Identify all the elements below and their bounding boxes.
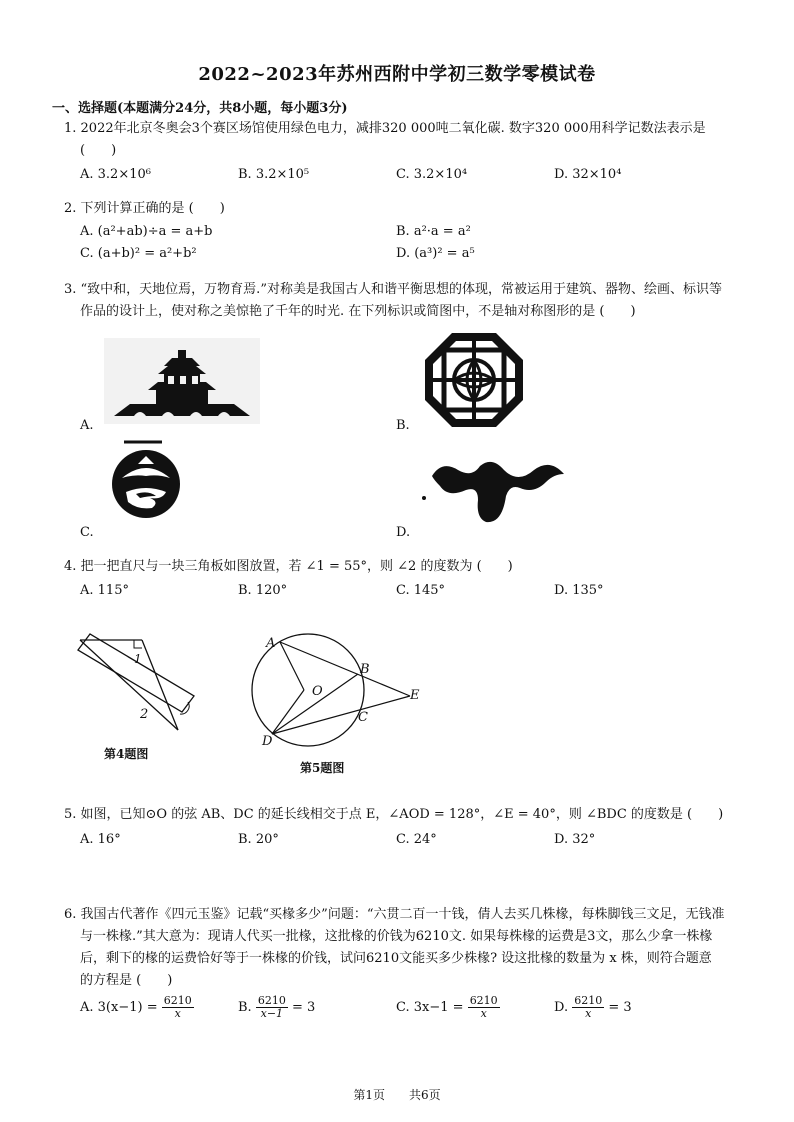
q6-option-c-fraction: $\frac{6210}{x}$ bbox=[469, 994, 498, 1020]
q4-option-a[interactable]: A. 115° bbox=[80, 583, 129, 598]
q6-option-b-text: B. bbox=[238, 1000, 252, 1015]
q3-figure-b bbox=[422, 330, 526, 430]
q5-option-c[interactable]: C. 24° bbox=[396, 832, 437, 847]
q5-point-b: B bbox=[360, 662, 370, 677]
q5-point-e: E bbox=[410, 688, 420, 703]
q6-option-c[interactable] bbox=[396, 995, 500, 1020]
q6-option-b-eq: = 3 bbox=[291, 1000, 316, 1015]
q5-figure-caption: 第5题图 bbox=[300, 761, 345, 775]
q5-option-b[interactable]: B. 20° bbox=[238, 832, 279, 847]
q5-point-c: C bbox=[358, 710, 368, 725]
q3-stem-line1: 3. “致中和，天地位焉，万物育焉.”对称美是我国古人和谐平衡思想的体现，常被运用于建筑、器物、绘画、标识等 bbox=[64, 282, 722, 297]
q6-stem-line2: 与一株椽.”其大意为：现请人代买一批椽，这批椽的价钱为6210文. 如果每株椽的运费是3文，那么少拿一株椽 bbox=[80, 929, 713, 944]
q3-option-c[interactable]: C. bbox=[80, 525, 94, 540]
page-footer: 第1页 共6页 bbox=[353, 1088, 441, 1102]
q3-figure-a bbox=[104, 338, 260, 424]
q6-stem-line3: 后，剩下的椽的运费恰好等于一株椽的价钱，试问6210文能买多少株椽? 设这批椽的数量为 x 株，则符合题意 bbox=[80, 951, 712, 966]
q4-angle-2-label: 2 bbox=[140, 707, 149, 722]
q3-option-d[interactable]: D. bbox=[396, 525, 411, 540]
q5-point-o: O bbox=[312, 684, 323, 699]
q4-option-c[interactable]: C. 145° bbox=[396, 583, 446, 598]
q3-option-a[interactable]: A. bbox=[80, 418, 94, 433]
q6-option-c-text: C. 3x−1 = bbox=[396, 1000, 464, 1015]
q5-point-d: D bbox=[262, 734, 273, 749]
q1-option-b[interactable]: B. 3.2×10⁵ bbox=[238, 167, 310, 182]
q6-stem-line4: 的方程是 ( ) bbox=[80, 973, 173, 988]
q3-figure-c bbox=[104, 438, 190, 520]
q6-option-b-fraction: $\frac{6210}{x-1}$ bbox=[257, 994, 286, 1020]
q2-option-b[interactable]: B. a²·a = a² bbox=[396, 224, 471, 239]
page-title: 2022~2023年苏州西附中学初三数学零模试卷 bbox=[198, 64, 596, 85]
q1-option-d[interactable]: D. 32×10⁴ bbox=[554, 167, 622, 182]
q2-stem: 2. 下列计算正确的是 ( ) bbox=[64, 201, 225, 216]
q6-option-a-fraction: $\frac{6210}{x}$ bbox=[163, 994, 192, 1020]
q4-option-b[interactable]: B. 120° bbox=[238, 583, 288, 598]
q6-option-d-eq: = 3 bbox=[608, 1000, 632, 1015]
q5-option-a[interactable]: A. 16° bbox=[80, 832, 121, 847]
q1-stem-line1: 1. 2022年北京冬奥会3个赛区场馆使用绿色电力，减排320 000吨二氧化碳. 数字320 000用科学记数法表示是 bbox=[64, 121, 706, 136]
q5-option-d[interactable]: D. 32° bbox=[554, 832, 596, 847]
q2-option-a[interactable]: A. (a²+ab)÷a = a+b bbox=[80, 224, 213, 239]
section-heading: 一、选择题(本题满分24分，共8小题，每小题3分) bbox=[52, 101, 348, 116]
q4-stem: 4. 把一把直尺与一块三角板如图放置，若 ∠1 = 55°，则 ∠2 的度数为 ( ) bbox=[64, 559, 513, 574]
q4-angle-1-label: 1 bbox=[134, 652, 142, 666]
q1-option-a[interactable]: A. 3.2×10⁶ bbox=[80, 167, 151, 182]
q6-option-a[interactable] bbox=[80, 995, 194, 1020]
q4-figure-caption: 第4题图 bbox=[104, 747, 149, 761]
q6-option-a-text: A. 3(x−1) = bbox=[80, 1000, 158, 1015]
q3-figure-d bbox=[418, 456, 570, 528]
q6-option-d[interactable] bbox=[554, 995, 632, 1020]
q3-option-b[interactable]: B. bbox=[396, 418, 410, 433]
q2-option-c[interactable]: C. (a+b)² = a²+b² bbox=[80, 246, 197, 261]
q3-stem-line2: 作品的设计上，使对称之美惊艳了千年的时光. 在下列标识或简图中，不是轴对称图形的是 ( ) bbox=[80, 304, 636, 319]
q1-option-c[interactable]: C. 3.2×10⁴ bbox=[396, 167, 468, 182]
q6-option-b[interactable] bbox=[238, 995, 315, 1020]
q5-point-a: A bbox=[266, 636, 276, 651]
q1-stem-line2: ( ) bbox=[80, 143, 117, 158]
q4-option-d[interactable]: D. 135° bbox=[554, 583, 604, 598]
q2-option-d[interactable]: D. (a³)² = a⁵ bbox=[396, 246, 475, 261]
q6-option-d-text: D. bbox=[554, 1000, 569, 1015]
q6-option-d-fraction: $\frac{6210}{x}$ bbox=[574, 994, 603, 1020]
q5-stem: 5. 如图，已知⊙O 的弦 AB、DC 的延长线相交于点 E，∠AOD = 128°，∠E = 40°，则 ∠BDC 的度数是 ( ) bbox=[64, 807, 724, 822]
q6-stem-line1: 6. 我国古代著作《四元玉鉴》记载“买椽多少”问题：“六贯二百一十钱，倩人去买几株椽，每株脚钱三文足，无钱准 bbox=[64, 907, 725, 922]
